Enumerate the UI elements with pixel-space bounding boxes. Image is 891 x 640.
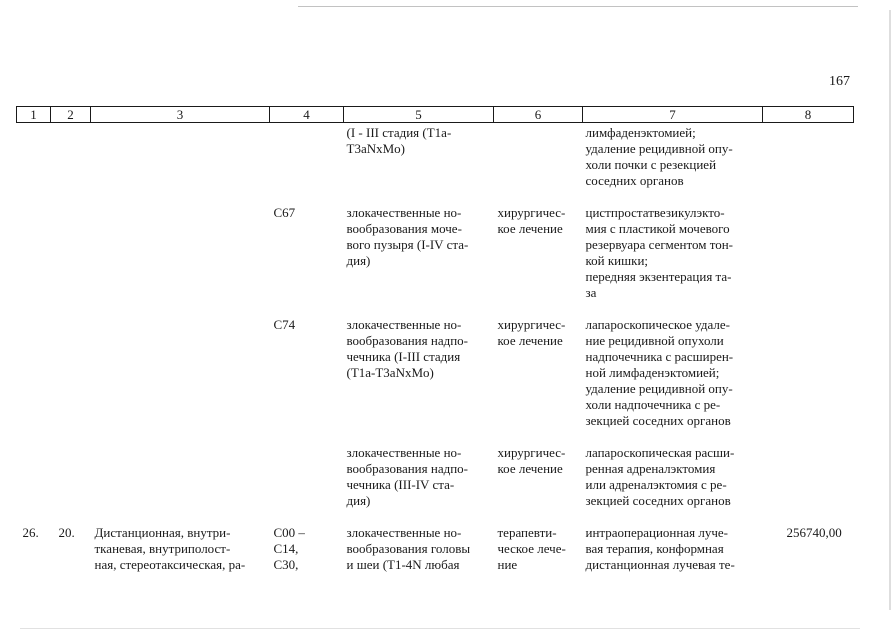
header-col-7: 7 [583, 107, 763, 123]
table-row [17, 125, 854, 189]
cell-diagnosis: злокачественные но- вообразования моче- вого пузыря (I-IV ста- дия) [346, 205, 469, 268]
cell-group [51, 125, 91, 189]
header-col-4: 4 [270, 107, 344, 123]
table-row [17, 317, 854, 429]
cell-group: 20. [58, 525, 75, 540]
cell-treatment-type [494, 125, 583, 189]
cell-icd-code: C74 [273, 317, 296, 332]
cell-group [51, 317, 91, 429]
scan-bottom-rule [20, 628, 860, 629]
header-col-1: 1 [17, 107, 51, 123]
spacer-row [17, 189, 854, 205]
scan-top-rule [298, 6, 858, 7]
cell-treatment-method: лимфаденэктомией; удаление рецидивной опу- холи почки с резекцией соседних органов [585, 125, 733, 188]
table-row [17, 205, 854, 301]
cell-diagnosis: (I - III стадия (T1a- T3aNxMo) [346, 125, 452, 156]
header-col-5: 5 [344, 107, 494, 123]
spacer-row [17, 429, 854, 445]
cell-treatment-method: интраоперационная луче- вая терапия, конформная дистанционная лучевая те- [585, 525, 735, 572]
header-row [17, 107, 854, 123]
header-col-8: 8 [763, 107, 854, 123]
page-number: 167 [829, 74, 850, 89]
cell-icd-code [270, 125, 344, 189]
cell-icd-code [270, 445, 344, 509]
cell-group [51, 205, 91, 301]
cell-cost [763, 205, 854, 301]
table-row [17, 525, 854, 573]
cell-icd-code: C67 [273, 205, 296, 220]
cell-number [17, 205, 51, 301]
cell-treatment-method: лапароскопическая расши- ренная адреналэктомия или адреналэктомия с ре- зекцией соседних органов [585, 445, 735, 508]
cell-cost [763, 445, 854, 509]
cell-treatment-type: хирургичес- кое лечение [497, 317, 566, 348]
header-col-2: 2 [51, 107, 91, 123]
cell-treatment-method: лапароскопическое удале- ние рецидивной опухоли надпочечника с расширен- ной лимфаденэктомией; удаление рецидивной опу- холи надпочечника с ре- зекцией соседних органов [585, 317, 734, 428]
spacer-row [17, 509, 854, 525]
cell-treatment-type: хирургичес- кое лечение [497, 445, 566, 476]
cell-treatment-type: хирургичес- кое лечение [497, 205, 566, 236]
cell-method [91, 125, 270, 189]
cell-number [17, 445, 51, 509]
cell-method [91, 317, 270, 429]
cell-treatment-method: цистпростатвезикулэкто- мия с пластикой мочевого резервуара сегментом тон- кой кишки; передняя экзентерация та- за [585, 205, 733, 300]
cell-method: Дистанционная, внутри- тканевая, внутриполост- ная, стереотаксическая, ра- [94, 525, 246, 572]
cell-diagnosis: злокачественные но- вообразования головы и шеи (T1-4N любая [346, 525, 471, 572]
cell-cost: 256740,00 [786, 525, 842, 540]
cell-diagnosis: злокачественные но- вообразования надпо- чечника (I-III стадия (T1a-T3aNxMo) [346, 317, 469, 380]
cell-icd-code: C00 – C14, C30, [273, 525, 305, 572]
spacer-row [17, 301, 854, 317]
cell-group [51, 445, 91, 509]
cell-number: 26. [22, 525, 39, 540]
cell-treatment-type: терапевти- ческое лече- ние [497, 525, 566, 572]
header-col-3: 3 [91, 107, 270, 123]
cell-cost [763, 125, 854, 189]
cell-cost [763, 317, 854, 429]
cell-number [17, 317, 51, 429]
cell-diagnosis: злокачественные но- вообразования надпо- чечника (III-IV ста- дия) [346, 445, 469, 508]
header-col-6: 6 [494, 107, 583, 123]
cell-number [17, 125, 51, 189]
procedures-table [16, 106, 854, 573]
cell-method [91, 205, 270, 301]
table-row [17, 445, 854, 509]
cell-method [91, 445, 270, 509]
